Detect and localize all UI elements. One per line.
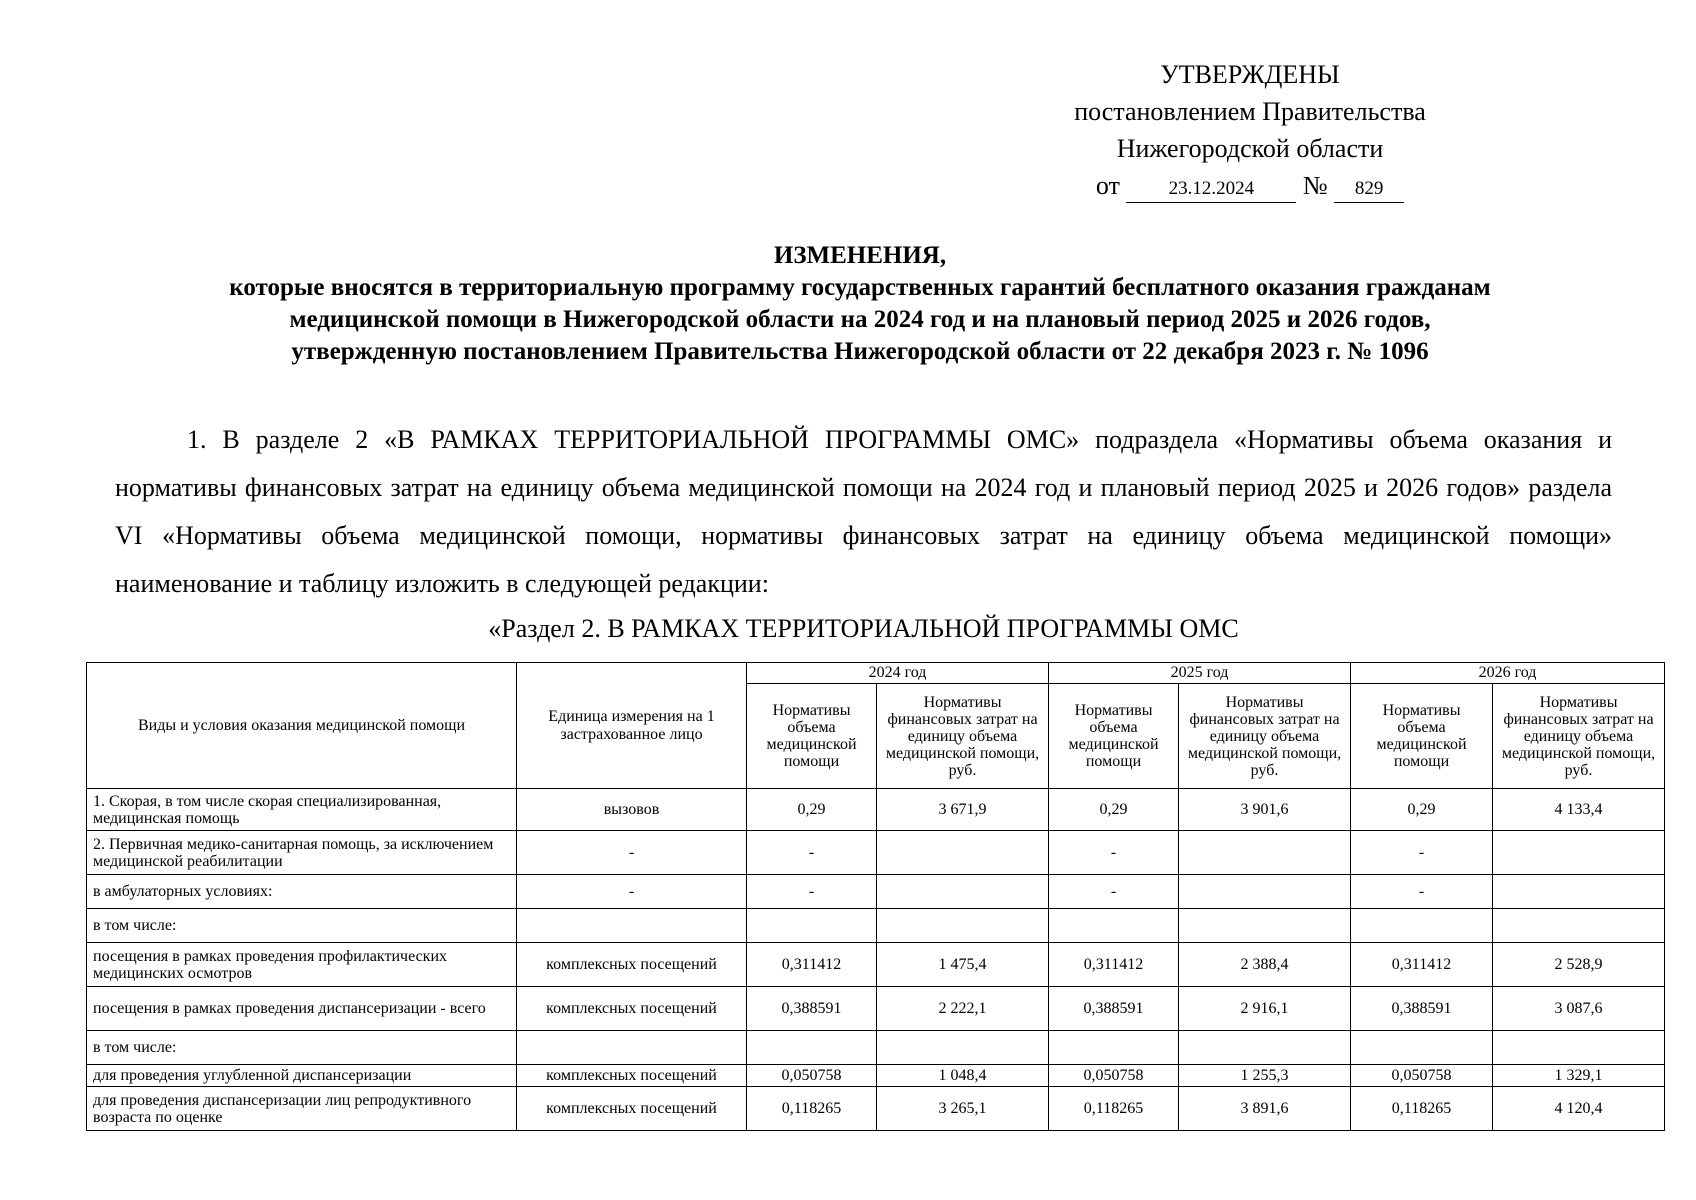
- row-volume-2025: -: [1049, 875, 1179, 909]
- table-row: [87, 831, 1665, 875]
- row-volume-2026: 0,050758: [1351, 1065, 1493, 1087]
- row-volume-2024: 0,118265: [747, 1087, 877, 1131]
- row-name: в том числе:: [87, 909, 517, 943]
- row-cost-2026: [1493, 831, 1665, 875]
- row-name: 2. Первичная медико-санитарная помощь, за исключением медицинской реабилитации: [87, 831, 517, 875]
- approval-number: 829: [1334, 176, 1404, 203]
- table-row: [87, 987, 1665, 1031]
- row-cost-2024: [877, 831, 1049, 875]
- approval-title: УТВЕРЖДЕНЫ: [1160, 60, 1340, 89]
- row-name: посещения в рамках проведения диспансеризации - всего: [87, 987, 517, 1031]
- row-cost-2025: [1179, 1031, 1351, 1065]
- row-cost-2024: 1 475,4: [877, 943, 1049, 987]
- row-volume-2026: 0,311412: [1351, 943, 1493, 987]
- row-name: посещения в рамках проведения профилактических медицинских осмотров: [87, 943, 517, 987]
- approval-date: 23.12.2024: [1126, 176, 1296, 203]
- row-unit: -: [517, 831, 747, 875]
- row-cost-2024: 3 265,1: [877, 1087, 1049, 1131]
- approval-resolution: постановлением Правительства: [1074, 97, 1426, 126]
- row-cost-2026: 3 087,6: [1493, 987, 1665, 1031]
- header-cost-2024: Нормативы финансовых затрат на единицу объема медицинской помощи, руб.: [877, 684, 1049, 789]
- header-volume-2025: Нормативы объема медицинской помощи: [1049, 684, 1179, 789]
- row-volume-2026: -: [1351, 831, 1493, 875]
- row-cost-2024: 2 222,1: [877, 987, 1049, 1031]
- row-volume-2024: -: [747, 831, 877, 875]
- row-cost-2025: 2 388,4: [1179, 943, 1351, 987]
- header-volume-2026: Нормативы объема медицинской помощи: [1351, 684, 1493, 789]
- row-unit: [517, 1031, 747, 1065]
- row-cost-2026: 2 528,9: [1493, 943, 1665, 987]
- row-volume-2026: [1351, 909, 1493, 943]
- row-volume-2025: -: [1049, 831, 1179, 875]
- row-unit: комплексных посещений: [517, 987, 747, 1031]
- row-unit: комплексных посещений: [517, 943, 747, 987]
- row-cost-2026: [1493, 875, 1665, 909]
- table-row: [87, 875, 1665, 909]
- row-unit: вызовов: [517, 789, 747, 831]
- row-cost-2025: [1179, 875, 1351, 909]
- row-cost-2026: [1493, 909, 1665, 943]
- approval-region: Нижегородской области: [1116, 134, 1384, 163]
- row-cost-2025: 3 901,6: [1179, 789, 1351, 831]
- header-unit: Единица измерения на 1 застрахованное лицо: [517, 663, 747, 789]
- table-header-row: [87, 663, 1665, 684]
- row-volume-2024: 0,388591: [747, 987, 877, 1031]
- row-volume-2024: [747, 1031, 877, 1065]
- row-cost-2024: [877, 1031, 1049, 1065]
- table-row: [87, 1031, 1665, 1065]
- row-volume-2024: 0,311412: [747, 943, 877, 987]
- row-volume-2024: -: [747, 875, 877, 909]
- norms-table: [86, 662, 1665, 1131]
- body-paragraph: 1. В разделе 2 «В РАМКАХ ТЕРРИТОРИАЛЬНОЙ ПРОГРАММЫ ОМС» подраздела «Нормативы объема оказания и нормативы финансовых затрат на единицу объема медицинской помощи на 2024 год и плановый период 2025 и 2026 годов» раздела VI «Нормативы объема медицинской помощи, нормативы финансовых затрат на единицу объема медицинской помощи» наименование и таблицу изложить в следующей редакции:: [115, 425, 1612, 598]
- row-volume-2024: [747, 909, 877, 943]
- row-volume-2026: [1351, 1031, 1493, 1065]
- row-volume-2026: 0,118265: [1351, 1087, 1493, 1131]
- row-volume-2025: [1049, 909, 1179, 943]
- row-name: для проведения углубленной диспансеризации: [87, 1065, 517, 1087]
- row-cost-2024: [877, 875, 1049, 909]
- row-cost-2026: 1 329,1: [1493, 1065, 1665, 1087]
- header-volume-2024: Нормативы объема медицинской помощи: [747, 684, 877, 789]
- row-name: для проведения диспансеризации лиц репродуктивного возраста по оценке: [87, 1087, 517, 1131]
- row-unit: [517, 909, 747, 943]
- header-year-2025: 2025 год: [1049, 663, 1351, 684]
- row-name: 1. Скорая, в том числе скорая специализированная, медицинская помощь: [87, 789, 517, 831]
- header-year-2026: 2026 год: [1351, 663, 1665, 684]
- section-title: «Раздел 2. В РАМКАХ ТЕРРИТОРИАЛЬНОЙ ПРОГРАММЫ ОМС: [488, 614, 1239, 643]
- approval-date-line: [1040, 167, 1460, 204]
- number-label: №: [1302, 171, 1328, 200]
- row-cost-2026: 4 133,4: [1493, 789, 1665, 831]
- row-cost-2025: 2 916,1: [1179, 987, 1351, 1031]
- table-row: [87, 909, 1665, 943]
- row-unit: комплексных посещений: [517, 1065, 747, 1087]
- header-year-2024: 2024 год: [747, 663, 1049, 684]
- row-volume-2026: 0,388591: [1351, 987, 1493, 1031]
- table-row: [87, 1087, 1665, 1131]
- heading-line-3: медицинской помощи в Нижегородской области на 2024 год и на плановый период 2025 и 2026 годов,: [289, 306, 1431, 333]
- row-unit: комплексных посещений: [517, 1087, 747, 1131]
- row-cost-2024: 1 048,4: [877, 1065, 1049, 1087]
- row-cost-2026: [1493, 1031, 1665, 1065]
- approval-block: [1040, 56, 1460, 204]
- header-cost-2026: Нормативы финансовых затрат на единицу объема медицинской помощи, руб.: [1493, 684, 1665, 789]
- row-cost-2024: [877, 909, 1049, 943]
- row-cost-2026: 4 120,4: [1493, 1087, 1665, 1131]
- header-cost-2025: Нормативы финансовых затрат на единицу объема медицинской помощи, руб.: [1179, 684, 1351, 789]
- document-heading: [120, 240, 1600, 368]
- row-volume-2024: 0,050758: [747, 1065, 877, 1087]
- table-row: [87, 943, 1665, 987]
- header-care-type: Виды и условия оказания медицинской помощи: [87, 663, 517, 789]
- row-cost-2025: [1179, 831, 1351, 875]
- heading-title: ИЗМЕНЕНИЯ,: [773, 242, 947, 269]
- heading-line-4: утвержденную постановлением Правительства Нижегородской области от 22 декабря 2023 г. № 1096: [291, 338, 1429, 365]
- row-volume-2025: [1049, 1031, 1179, 1065]
- row-volume-2026: -: [1351, 875, 1493, 909]
- heading-line-2: которые вносятся в территориальную программу государственных гарантий бесплатного оказания гражданам: [229, 274, 1491, 301]
- row-cost-2025: [1179, 909, 1351, 943]
- row-volume-2026: 0,29: [1351, 789, 1493, 831]
- row-cost-2025: 1 255,3: [1179, 1065, 1351, 1087]
- row-name: в том числе:: [87, 1031, 517, 1065]
- row-volume-2025: 0,118265: [1049, 1087, 1179, 1131]
- table-row: [87, 789, 1665, 831]
- row-volume-2025: 0,29: [1049, 789, 1179, 831]
- row-volume-2025: 0,388591: [1049, 987, 1179, 1031]
- row-volume-2025: 0,050758: [1049, 1065, 1179, 1087]
- row-cost-2025: 3 891,6: [1179, 1087, 1351, 1131]
- row-unit: -: [517, 875, 747, 909]
- row-volume-2025: 0,311412: [1049, 943, 1179, 987]
- row-volume-2024: 0,29: [747, 789, 877, 831]
- from-label: от: [1095, 171, 1120, 200]
- row-cost-2024: 3 671,9: [877, 789, 1049, 831]
- table-row: [87, 1065, 1665, 1087]
- row-name: в амбулаторных условиях:: [87, 875, 517, 909]
